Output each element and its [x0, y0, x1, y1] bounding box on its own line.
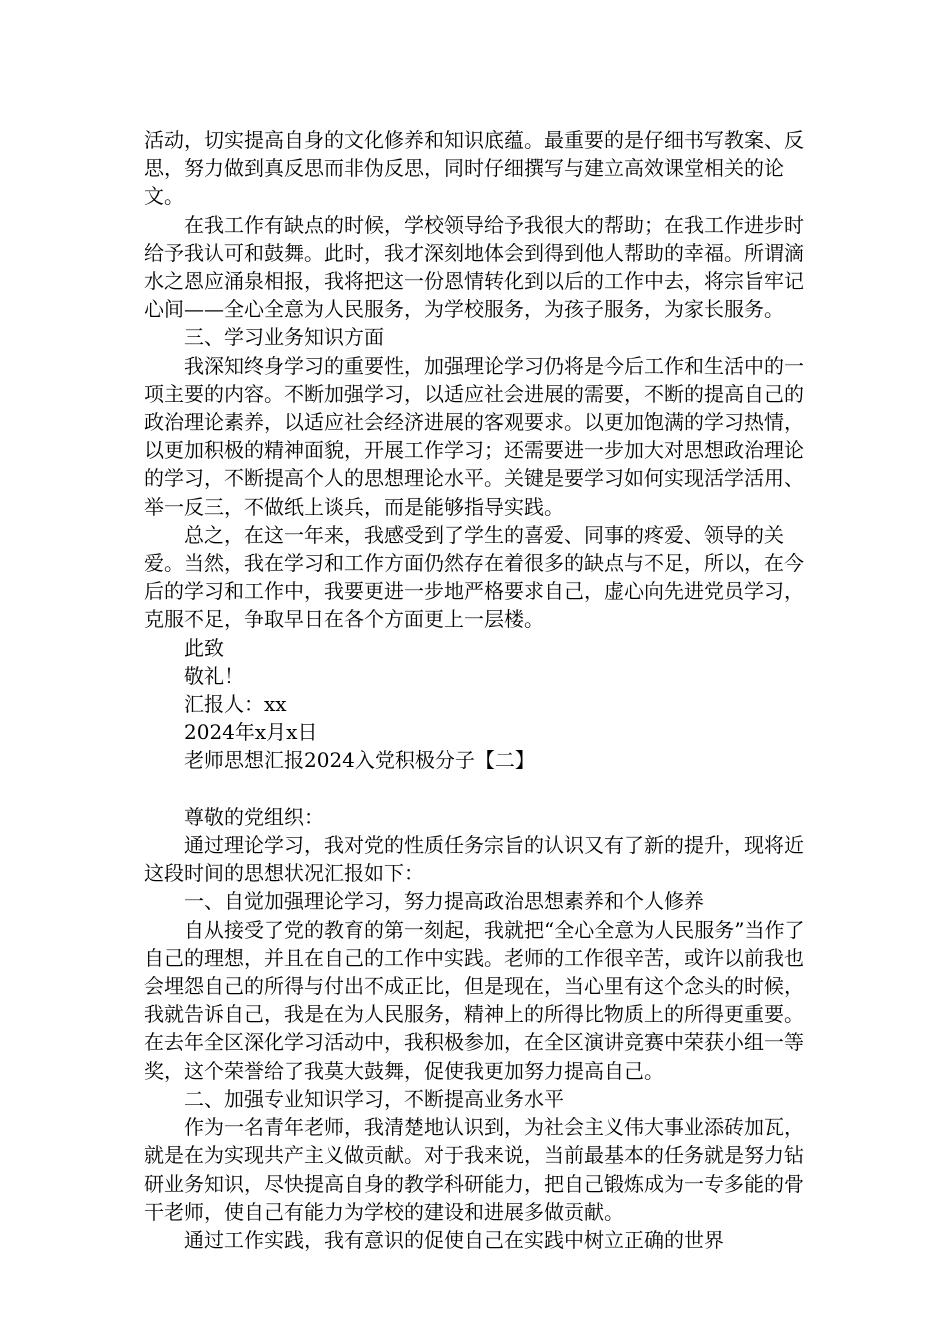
section-heading-3: 三、学习业务知识方面	[184, 325, 384, 350]
paragraph-party-education: 自从接受了党的教育的第一刻起，我就把“全心全意为人民服务”当作了自己的理想，并且在自己的工作中实践。老师的工作很辛苦，或许以前我也会埋怨自己的所得与付出不成正比，但是现在，当心里有这个念头的时候，我就告诉自己，我是在为人民服务，精神上的所得比物质上的所得更重要。在去年全区深化学习活动中，我积极参加，在全区演讲竞赛中荣获小组一等奖，这个荣誉给了我莫大鼓舞，促使我更加努力提高自己。	[144, 917, 805, 1083]
closing-regards: 敬礼！	[184, 663, 244, 688]
paragraph-introduction: 通过理论学习，我对党的性质任务宗旨的认识又有了新的提升，现将近这段时间的思想状况汇报如下：	[144, 833, 804, 886]
paragraph-lifelong-learning: 我深知终身学习的重要性，加强理论学习仍将是今后工作和生活中的一项主要的内容。不断加强学习，以适应社会进展的需要，不断的提高自己的政治理论素养，以适应社会经济进展的客观要求。以更加饱满的学习热情，以更加积极的精神面貌，开展工作学习；还需要进一步加大对思想政治理论的学习，不断提高个人的思想理论水平。关键是要学习如何实现活学活用、举一反三，不做纸上谈兵，而是能够指导实践。	[144, 353, 804, 519]
paragraph-leadership-support: 在我工作有缺点的时候，学校领导给予我很大的帮助；在我工作进步时给予我认可和鼓舞。此时，我才深刻地体会到得到他人帮助的幸福。所谓滴水之恩应涌泉相报，我将把这一份恩情转化到以后的工作中去，将宗旨牢记心间——全心全意为人民服务，为学校服务，为孩子服务，为家长服务。	[144, 212, 804, 322]
paragraph-continuation: 活动，切实提高自身的文化修养和知识底蕴。最重要的是仔细书写教案、反思，努力做到真反思而非伪反思，同时仔细撰写与建立高效课堂相关的论文。	[144, 128, 804, 209]
report-date: 2024年x月x日	[184, 720, 318, 745]
paragraph-summary: 总之，在这一年来，我感受到了学生的喜爱、同事的疼爱、领导的关爱。当然，我在学习和工作方面仍然存在着很多的缺点与不足，所以，在今后的学习和工作中，我要更进一步地严格要求自己，虚心向先进党员学习，克服不足，争取早日在各个方面更上一层楼。	[144, 522, 804, 632]
greeting: 尊敬的党组织：	[184, 804, 324, 829]
paragraph-young-teacher: 作为一名青年老师，我清楚地认识到，为社会主义伟大事业添砖加瓦，就是在为实现共产主义做贡献。对于我来说，当前最基本的任务就是努力钻研业务知识，尽快提高自身的教学科研能力，把自己锻炼成为一专多能的骨干老师，使自己有能力为学校的建设和进展多做贡献。	[144, 1115, 804, 1224]
document-page	[144, 126, 808, 1254]
document-title-2: 老师思想汇报2024入党积极分子【二】	[184, 748, 535, 773]
section-heading-1: 一、自觉加强理论学习，努力提高政治思想素养和个人修养	[184, 889, 704, 914]
blank-line	[144, 775, 808, 803]
paragraph-work-practice: 通过工作实践，我有意识的促使自己在实践中树立正确的世界	[184, 1227, 724, 1252]
section-heading-2: 二、加强专业知识学习，不断提高业务水平	[184, 1086, 564, 1111]
closing-salutation: 此致	[184, 635, 224, 660]
reporter-signature: 汇报人：xx	[184, 692, 287, 717]
